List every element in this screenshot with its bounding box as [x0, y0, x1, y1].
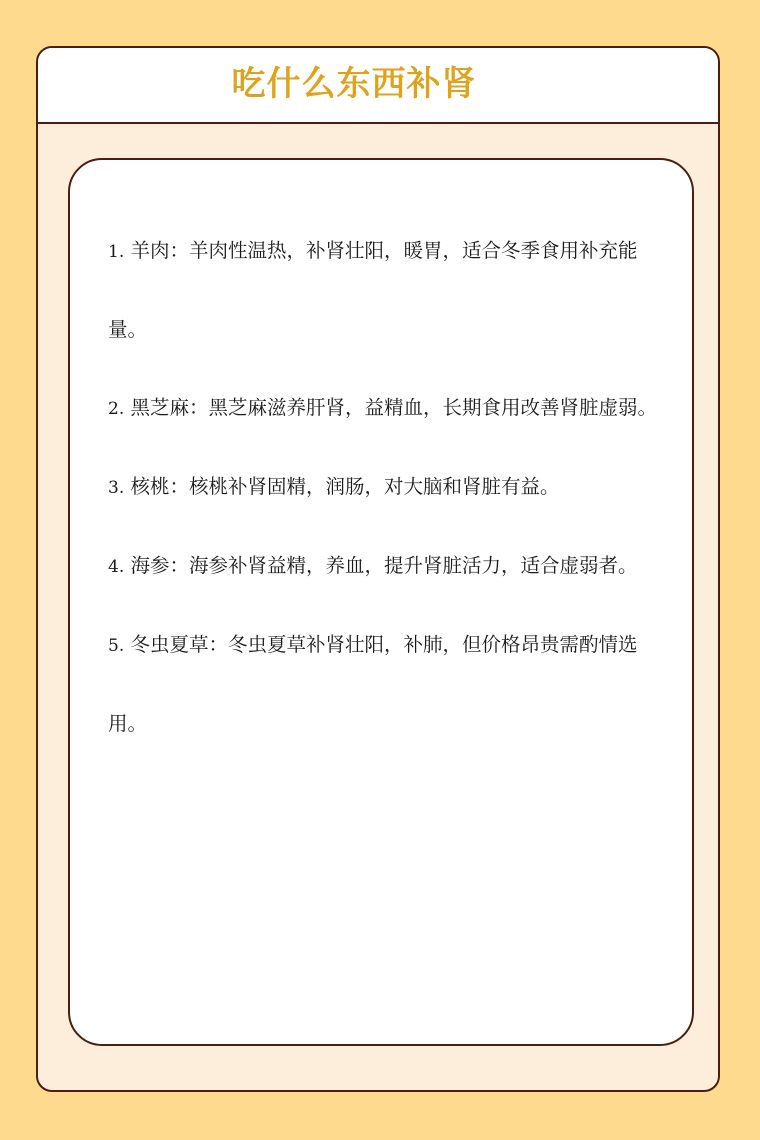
item-name: 核桃 — [130, 475, 170, 498]
item-number: 3. — [108, 478, 125, 498]
food-list — [108, 212, 668, 763]
item-name: 黑芝麻 — [130, 396, 189, 419]
list-item: 3. 核桃：核桃补肾固精，润肠，对大脑和肾脏有益。 — [108, 475, 560, 498]
outer-card — [36, 46, 720, 1092]
item-number: 1. — [108, 242, 125, 262]
item-description: 海参补肾益精，养血，提升肾脏活力，适合虚弱者。 — [188, 554, 638, 577]
item-number: 2. — [108, 399, 125, 419]
header — [38, 48, 718, 124]
list-item: 2. 黑芝麻：黑芝麻滋养肝肾，益精血，长期食用改善肾脏虚弱。 — [108, 396, 657, 419]
item-number: 4. — [108, 557, 125, 577]
item-description: 羊肉性温热，补肾壮阳，暖胃，适合冬季食用补充能量。 — [108, 239, 638, 341]
list-item: 5. 冬虫夏草：冬虫夏草补肾壮阳，补肺，但价格昂贵需酌情选用。 — [108, 633, 638, 735]
item-name: 海参 — [130, 554, 170, 577]
content-card — [68, 158, 694, 1046]
page-title: 吃什么东西补肾 — [231, 64, 477, 104]
item-name: 冬虫夏草 — [130, 633, 209, 656]
item-number: 5. — [108, 636, 125, 656]
list-item: 1. 羊肉：羊肉性温热，补肾壮阳，暖胃，适合冬季食用补充能量。 — [108, 239, 638, 341]
list-item: 4. 海参：海参补肾益精，养血，提升肾脏活力，适合虚弱者。 — [108, 554, 638, 577]
item-name: 羊肉 — [130, 239, 170, 262]
item-description: 核桃补肾固精，润肠，对大脑和肾脏有益。 — [188, 475, 560, 498]
item-description: 黑芝麻滋养肝肾，益精血，长期食用改善肾脏虚弱。 — [208, 396, 657, 419]
item-description: 冬虫夏草补肾壮阳，补肺，但价格昂贵需酌情选用。 — [108, 633, 638, 735]
